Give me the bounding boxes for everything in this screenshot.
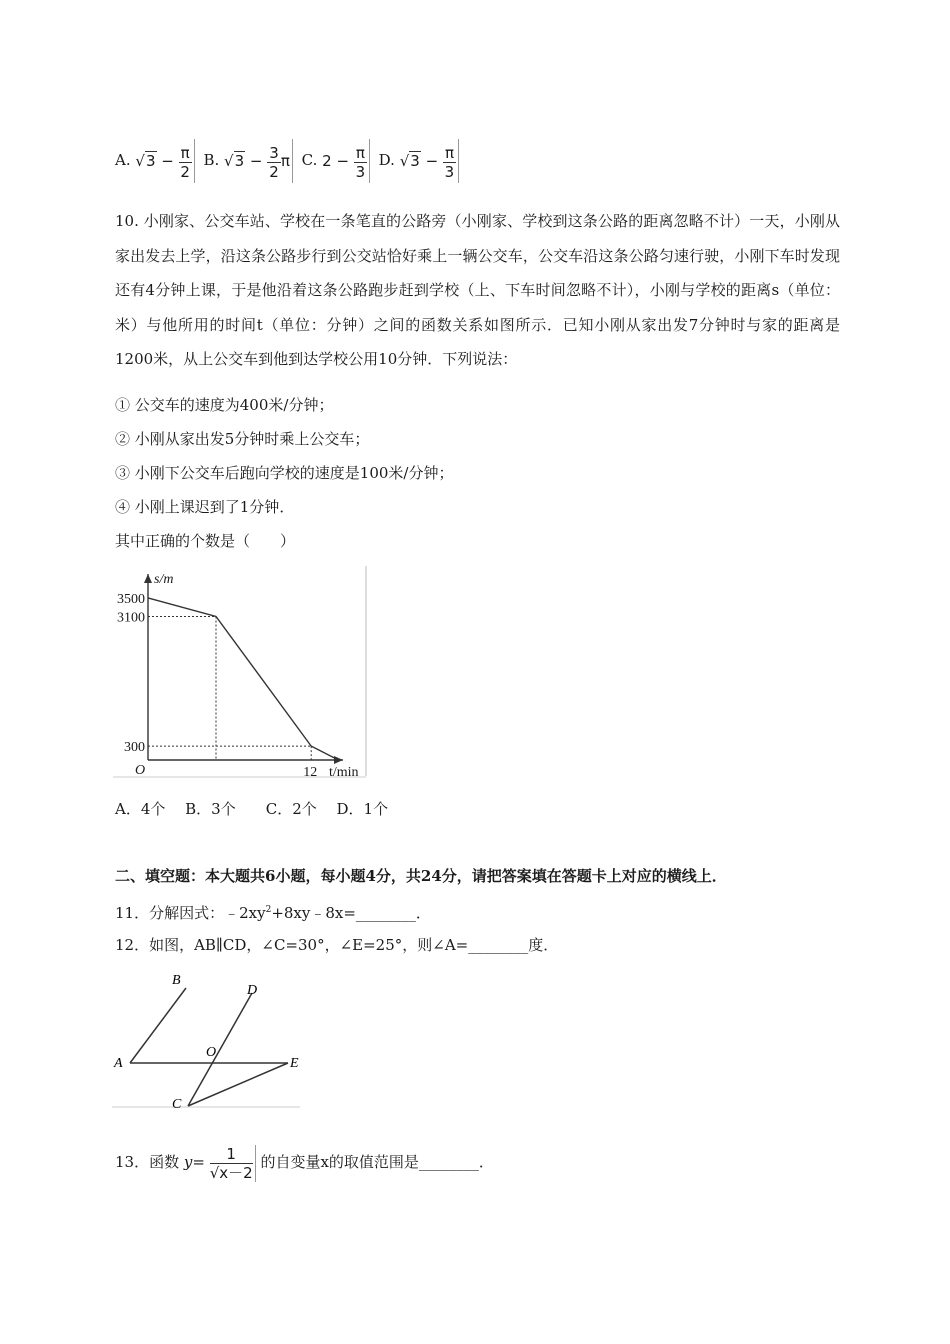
distance-time-chart	[113, 566, 369, 780]
option-d-label: D.	[378, 151, 395, 169]
sqrt-sign: √3	[399, 152, 420, 170]
sqrt-sign: √	[209, 1163, 220, 1182]
function-y: y=	[183, 1153, 205, 1171]
label-c: C	[172, 1097, 182, 1110]
x-tick-12: 12	[303, 765, 318, 780]
segment-ab	[130, 988, 186, 1063]
label-d: D	[247, 983, 258, 998]
q12-line: 12．如图，AB∥CD，∠C=30°，∠E=25°，则∠A=________度．	[115, 936, 559, 954]
origin-label: O	[135, 763, 146, 778]
fraction: $\frac{\pi}{3}$	[444, 143, 455, 181]
y-tick-300: 300	[124, 740, 145, 756]
function-fraction: $\frac{1}{√x-2}$	[210, 1145, 256, 1182]
section-2-heading: 二、填空题：本大题共6小题，每小题4分，共24分，请把答案填在答题卡上对应的横线上．	[115, 867, 727, 885]
q10-statement-2: ② 小刚从家出发5分钟时乘上公交车；	[115, 430, 370, 448]
parallel-lines-figure	[110, 968, 305, 1110]
x-axis-arrow	[334, 756, 343, 764]
x-axis-label: t/min	[329, 765, 359, 780]
sqrt-sign: √3	[135, 152, 156, 170]
q13-line: 13．函数 y= $\frac{1}{√x-2}$ 的自变量x的取值范围是________．	[115, 1144, 494, 1182]
fraction: $\frac{\pi}{3}$	[355, 143, 366, 181]
option-a-label: A.	[115, 151, 131, 169]
segment-ce	[188, 1063, 288, 1106]
option-c-expression: 2 − $\frac{\pi}{3}$	[322, 139, 370, 183]
option-d-expression: √3 − $\frac{\pi}{3}$	[400, 139, 459, 183]
q10-question: 其中正确的个数是（ ）	[115, 532, 296, 550]
option-b-expression: √3 − $\frac{3}{2}$ π	[224, 139, 293, 183]
option-a-expression: √3 − $\frac{\pi}{2}$	[135, 139, 194, 183]
q10-options: A．4个 B．3个 C．2个 D．1个	[115, 800, 389, 818]
sqrt-sign: √3	[224, 152, 245, 170]
option-c-label: C.	[301, 151, 318, 169]
q10-statement-1: ① 公交车的速度为400米/分钟；	[115, 396, 334, 414]
label-e: E	[290, 1056, 299, 1071]
q9-options-row	[115, 138, 463, 183]
q10-paragraph: 10. 小刚家、公交车站、学校在一条笔直的公路旁（小刚家、学校到这条公路的距离忽略不计）一天，小刚从家出发去上学，沿这条公路步行到公交站恰好乘上一辆公交车，公交车沿这条公路匀速行驶，小刚下车时发现还有4分钟上课，于是他沿着这条公路跑步赶到学校（上、下车时间忽略不计），小刚与学校的距离s（单位：米）与他所用的时间t（单位：分钟）之间的函数关系如图所示．已知小刚从家出发7分钟时与家的距离是1200米，从上公交车到他到达学校公用10分钟．下列说法：	[115, 212, 840, 368]
fraction: $\frac{\pi}{2}$	[180, 143, 190, 181]
label-o: O	[206, 1045, 217, 1060]
fraction: $\frac{3}{2}$	[269, 143, 279, 181]
label-a: A	[114, 1056, 123, 1071]
y-axis-label: s/m	[154, 572, 174, 587]
segment-cd	[188, 993, 252, 1106]
option-b-label: B.	[203, 151, 220, 169]
y-tick-3500: 3500	[117, 591, 145, 607]
y-tick-3100: 3100	[117, 610, 145, 626]
q10-statement-3: ③ 小刚下公交车后跑向学校的速度是100米/分钟；	[115, 464, 454, 482]
label-b: B	[172, 973, 181, 988]
q11-line: 11．分解因式：$﹣2xy^2+8xy﹣8x=\_\_\_\_\_\_\_\_$．	[115, 904, 431, 922]
series-line	[148, 598, 338, 760]
q10-statement-4: ④ 小刚上课迟到了1分钟．	[115, 498, 295, 516]
y-axis-arrow	[144, 574, 152, 583]
